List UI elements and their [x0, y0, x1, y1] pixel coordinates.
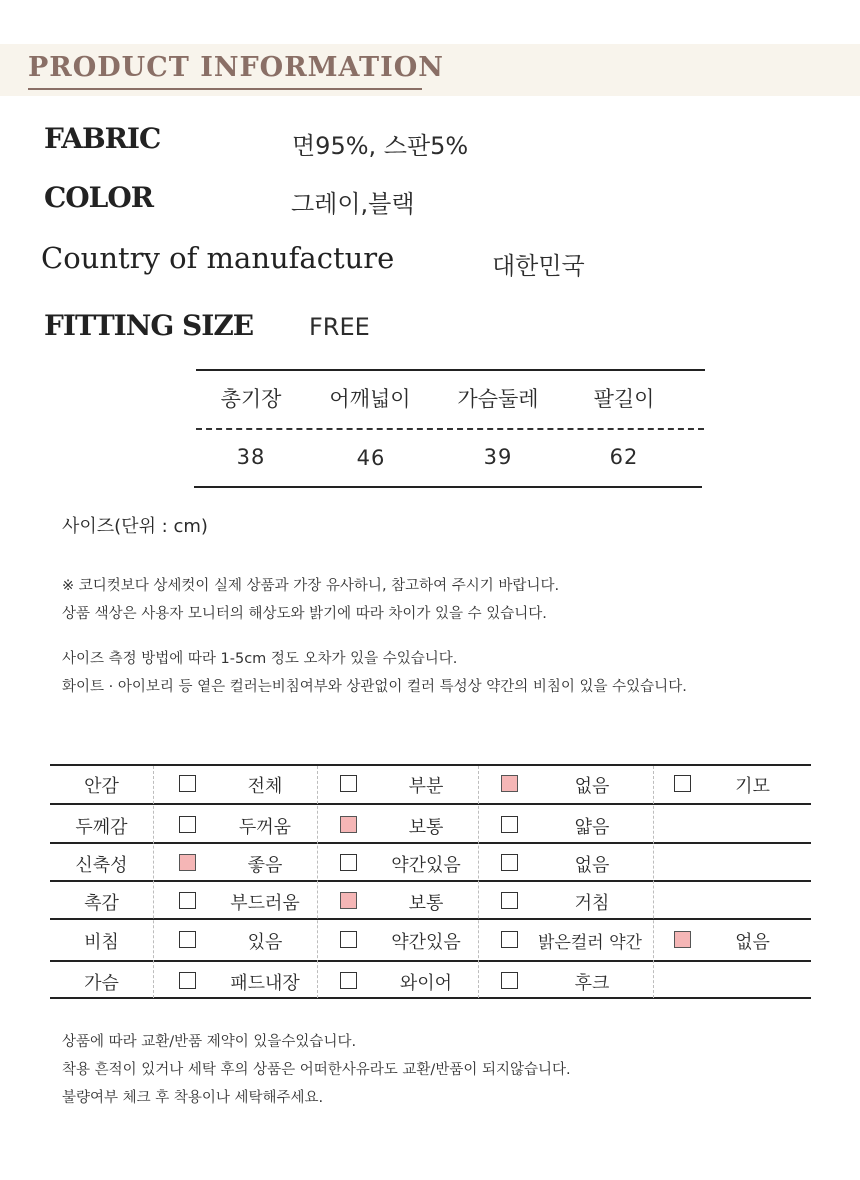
fitting-size-label: FITTING SIZE	[44, 309, 254, 342]
option-label: 부분	[408, 776, 444, 797]
color-value: 그레이,블랙	[291, 190, 415, 218]
checkbox-thickness-thin[interactable]	[501, 816, 518, 833]
attr-label-texture: 촉감	[84, 893, 119, 914]
footer-note: 상품에 따라 교환/반품 제약이 있을수있습니다.	[62, 1034, 357, 1050]
checkbox-texture-soft[interactable]	[179, 892, 196, 909]
option-label: 기모	[735, 776, 770, 797]
attr-label-thickness: 두께감	[75, 817, 128, 838]
option-label: 와이어	[399, 973, 453, 994]
option-label: 밝은컬러 약간	[538, 933, 642, 953]
footer-note: 불량여부 체크 후 착용이나 세탁해주세요.	[62, 1090, 324, 1106]
checkbox-sheer-yes[interactable]	[179, 931, 196, 948]
checkbox-lining-partial[interactable]	[340, 775, 357, 792]
checkbox-stretch-good[interactable]	[179, 854, 196, 871]
fabric-value: 면95%, 스판5%	[292, 132, 469, 160]
option-label: 없음	[735, 932, 770, 953]
attr-label-bust: 가슴	[84, 973, 119, 994]
size-header-length: 총기장	[220, 387, 282, 411]
option-label: 약간있음	[391, 855, 461, 876]
footer-note: 착용 흔적이 있거나 세탁 후의 상품은 어떠한사유라도 교환/반품이 되지않습니다.	[62, 1062, 571, 1078]
grid-rule	[50, 880, 811, 882]
size-value-length: 38	[236, 445, 266, 469]
size-value-shoulder: 46	[356, 446, 386, 470]
size-header-shoulder: 어깨넓이	[329, 387, 411, 411]
grid-rule	[50, 803, 811, 805]
fitting-size-value: FREE	[309, 313, 370, 341]
size-table-divider	[196, 428, 704, 430]
grid-column-divider	[653, 766, 654, 998]
grid-rule	[50, 918, 811, 920]
checkbox-lining-full[interactable]	[179, 775, 196, 792]
option-label: 패드내장	[230, 973, 300, 994]
size-unit-note: 사이즈(단위 : cm)	[62, 516, 208, 537]
grid-column-divider	[153, 766, 154, 998]
checkbox-lining-fleece[interactable]	[674, 775, 691, 792]
checkbox-bust-hook[interactable]	[501, 972, 518, 989]
note-line: 화이트 · 아이보리 등 옅은 컬러는비침여부와 상관없이 컬러 특성상 약간의 비침이 있을 수있습니다.	[62, 679, 687, 695]
option-label: 두꺼움	[238, 817, 292, 838]
option-label: 거침	[574, 893, 610, 914]
grid-rule	[50, 842, 811, 844]
country-label: Country of manufacture	[41, 241, 395, 275]
note-line: 사이즈 측정 방법에 따라 1-5cm 정도 오차가 있을 수있습니다.	[62, 651, 458, 667]
checkbox-thickness-normal[interactable]	[340, 816, 357, 833]
grid-rule	[50, 997, 811, 999]
option-label: 보통	[408, 817, 444, 838]
option-label: 후크	[574, 973, 610, 994]
checkbox-sheer-light-color[interactable]	[501, 931, 518, 948]
note-line: ※ 코디컷보다 상세컷이 실제 상품과 가장 유사하니, 참고하여 주시기 바랍니다.	[62, 578, 560, 594]
option-label: 얇음	[574, 817, 610, 838]
grid-column-divider	[478, 766, 479, 998]
option-label: 없음	[574, 855, 610, 876]
note-line: 상품 색상은 사용자 모니터의 해상도와 밝기에 따라 차이가 있을 수 있습니다.	[62, 606, 547, 622]
option-label: 있음	[247, 932, 283, 953]
checkbox-stretch-none[interactable]	[501, 854, 518, 871]
country-value: 대한민국	[492, 252, 585, 280]
fabric-label: FABRIC	[44, 122, 161, 155]
size-value-chest: 39	[483, 445, 513, 469]
checkbox-thickness-thick[interactable]	[179, 816, 196, 833]
size-header-chest: 가슴둘레	[457, 387, 539, 411]
size-header-sleeve: 팔길이	[593, 387, 655, 411]
option-label: 없음	[574, 776, 610, 797]
grid-rule	[50, 764, 811, 766]
checkbox-texture-rough[interactable]	[501, 892, 518, 909]
grid-column-divider	[317, 766, 318, 998]
option-label: 전체	[247, 776, 283, 797]
attr-label-sheerness: 비침	[84, 932, 119, 953]
checkbox-sheer-none[interactable]	[674, 931, 691, 948]
checkbox-bust-wire[interactable]	[340, 972, 357, 989]
checkbox-sheer-slight[interactable]	[340, 931, 357, 948]
size-table-bottom-rule	[194, 486, 702, 488]
checkbox-lining-none[interactable]	[501, 775, 518, 792]
checkbox-texture-normal[interactable]	[340, 892, 357, 909]
option-label: 보통	[408, 893, 444, 914]
size-value-sleeve: 62	[609, 445, 639, 469]
option-label: 약간있음	[391, 932, 461, 953]
page-title: PRODUCT INFORMATION	[28, 52, 444, 83]
attr-label-stretch: 신축성	[75, 855, 128, 876]
option-label: 좋음	[247, 855, 283, 876]
checkbox-stretch-slight[interactable]	[340, 854, 357, 871]
option-label: 부드러움	[230, 893, 300, 914]
color-label: COLOR	[44, 181, 154, 214]
grid-rule	[50, 960, 811, 962]
title-underline	[28, 88, 422, 90]
size-table-top-rule	[196, 369, 705, 371]
attr-label-lining: 안감	[84, 776, 119, 797]
checkbox-bust-pad[interactable]	[179, 972, 196, 989]
